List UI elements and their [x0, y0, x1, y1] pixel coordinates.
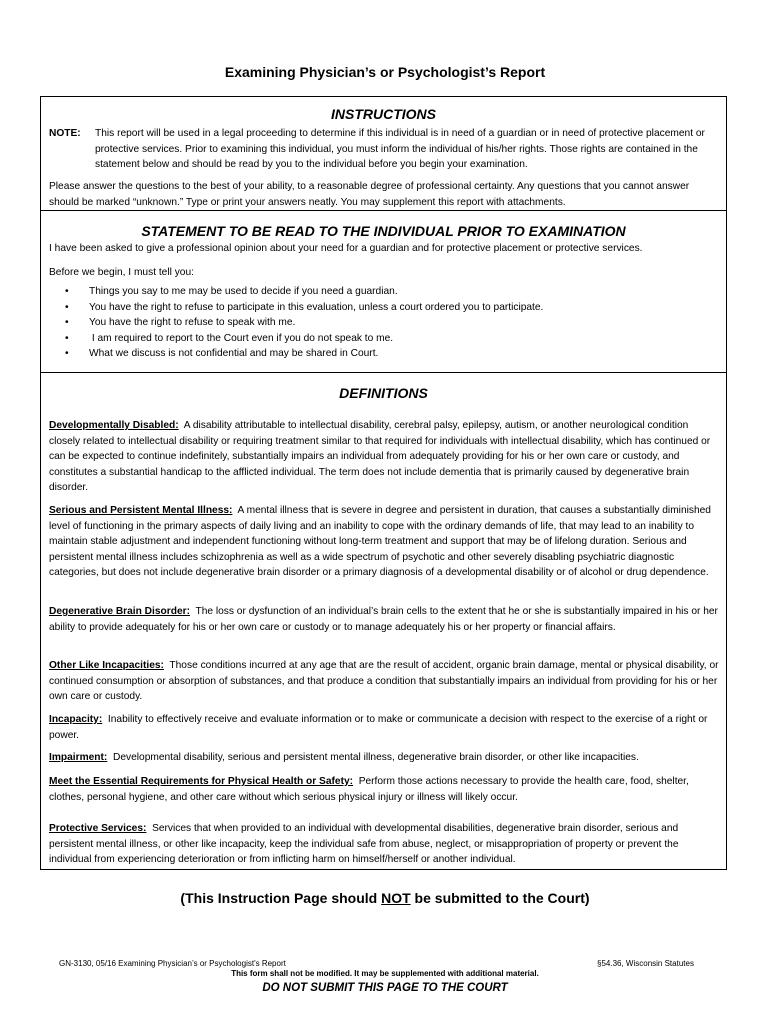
definition-text: The loss or dysfunction of an individual’s brain cells to the extent that he or she is substantially impaired in his or her ability to provide adequately for his or her own care or custody or to manage adequately his or her property or financial affairs. [49, 606, 718, 633]
statement-heading: STATEMENT TO BE READ TO THE INDIVIDUAL PRIOR TO EXAMINATION [141, 223, 626, 239]
list-item: • I am required to report to the Court even if you do not speak to me. [49, 331, 719, 347]
bullet-icon: • [65, 286, 69, 297]
definition-protective-services [49, 821, 721, 868]
definition-term: Other Like Incapacities: [49, 660, 164, 671]
banner-emphasis: NOT [381, 890, 411, 906]
definition-term: Meet the Essential Requirements for Physical Health or Safety: [49, 776, 354, 787]
note-label: NOTE: [49, 128, 81, 139]
definition-text: Those conditions incurred at any age that are the result of accident, organic brain damage, mental or physical disability, or continued consumption or absorption of substances, and that produce a condition that substantially impairs an individual from providing for his or her own care or custody. [49, 660, 719, 703]
instructions-paragraph: Please answer the questions to the best of your ability, to a reasonable degree of professional certainty. Any questions that you cannot answer should be marked “unknown.” Type or print your answers neatly. You may supplement this report with attachments. [49, 181, 690, 208]
bullet-icon: • [65, 301, 69, 313]
definition-developmentally-disabled [49, 418, 721, 496]
definition-essential-requirements [49, 774, 721, 805]
definition-other-like-incapacities [49, 658, 721, 705]
bullet-icon: • [65, 348, 69, 360]
footer-warning: DO NOT SUBMIT THIS PAGE TO THE COURT [262, 982, 508, 994]
submission-banner: (This Instruction Page should NOT be submitted to the Court) [180, 890, 590, 906]
definitions-heading: DEFINITIONS [339, 385, 428, 401]
note-text: This report will be used in a legal proceeding to determine if this individual is in need of a guardian or in need of protective placement or protective services. Prior to examining this individual, you must inform the individual of his/her rights. Those rights are contained in the statement below and should be read by you to the individual before you begin your examination. [95, 128, 705, 171]
definition-text: Services that when provided to an individual with developmental disabilities, degenerative brain disorder, serious and persistent mental illness, or other like incapacity, keep the individual safe from abuse, neglect, or misappropriation of property or prevent the individual from experiencing deterioration or from inflicting harm on himself/herself or another individual. [49, 823, 679, 866]
statement-bullet-list [49, 284, 719, 362]
page-title: Examining Physician’s or Psychologist’s Report [224, 64, 546, 80]
definition-term: Developmentally Disabled: [49, 420, 179, 431]
footer-note: This form shall not be modified. It may be supplemented with additional material. [231, 969, 539, 978]
bullet-icon: • [65, 332, 69, 344]
definition-term: Degenerative Brain Disorder: [49, 606, 190, 617]
list-item: • You have the right to refuse to participate in this evaluation, unless a court ordered you to participate. [49, 300, 719, 316]
instruction-form [40, 96, 727, 870]
definition-term: Serious and Persistent Mental Illness: [49, 505, 233, 516]
instructions-section [41, 97, 726, 211]
list-item: • Things you say to me may be used to decide if you need a guardian. [49, 284, 719, 300]
bullet-icon: • [65, 317, 69, 329]
definition-term: Impairment: [49, 752, 108, 763]
statement-before: Before we begin, I must tell you: [49, 267, 194, 278]
definition-text: A mental illness that is severe in degree and persistent in duration, that causes a substantially diminished level of functioning in the primary aspects of daily living and an inability to cope with the ordinary demands of life, that may lead to an inability to maintain stable adjustment and independent functioning without long-term treatment and support that may be of lifelong duration. Serious and persistent mental illness includes schizophrenia as well as a wide spectrum of psychotic and other severely disabling psychiatric diagnostic categories, but does not include degenerative brain disorder or a primary diagnosis of a developmental disability or of alcohol or drug dependence. [49, 505, 711, 579]
definition-text: Inability to effectively receive and evaluate information or to make or communicate a decision with respect to the exercise of a right or power. [49, 714, 708, 741]
definition-text: Perform those actions necessary to provide the health care, food, shelter, clothes, personal hygiene, and other care without which serious physical injury or illness will likely occur. [49, 776, 689, 803]
definition-incapacity [49, 712, 721, 743]
list-item: • You have the right to refuse to speak with me. [49, 315, 719, 331]
instructions-heading: INSTRUCTIONS [331, 106, 436, 122]
definition-term: Protective Services: [49, 823, 147, 834]
definition-text: A disability attributable to intellectual disability, cerebral palsy, epilepsy, autism, or another neurological condition closely related to intellectual disability or requiring treatment similar to that required for individuals with intellectual disability, which has continued or can be expected to continue indefinitely, substantially impairs an individual from adequately providing for his or her own care or custody, and constitutes a substantial handicap to the afflicted individual. The term does not include dementia that is primarily caused by degenerative brain disorder. [49, 420, 711, 494]
statement-intro: I have been asked to give a professional opinion about your need for a guardian and for protective placement or protective services. [49, 243, 643, 254]
statute-reference: §54.36, Wisconsin Statutes [597, 959, 694, 968]
definitions-section [41, 373, 726, 870]
definition-text: Developmental disability, serious and persistent mental illness, degenerative brain disorder, or other like incapacities. [112, 752, 639, 763]
list-item: • What we discuss is not confidential and may be shared in Court. [49, 346, 719, 362]
form-id: GN-3130, 05/16 Examining Physician’s or Psychologist's Report [59, 959, 286, 968]
definition-term: Incapacity: [49, 714, 103, 725]
definition-degenerative-brain-disorder [49, 604, 721, 635]
definition-serious-mental-illness [49, 503, 721, 581]
definition-impairment [49, 750, 721, 766]
